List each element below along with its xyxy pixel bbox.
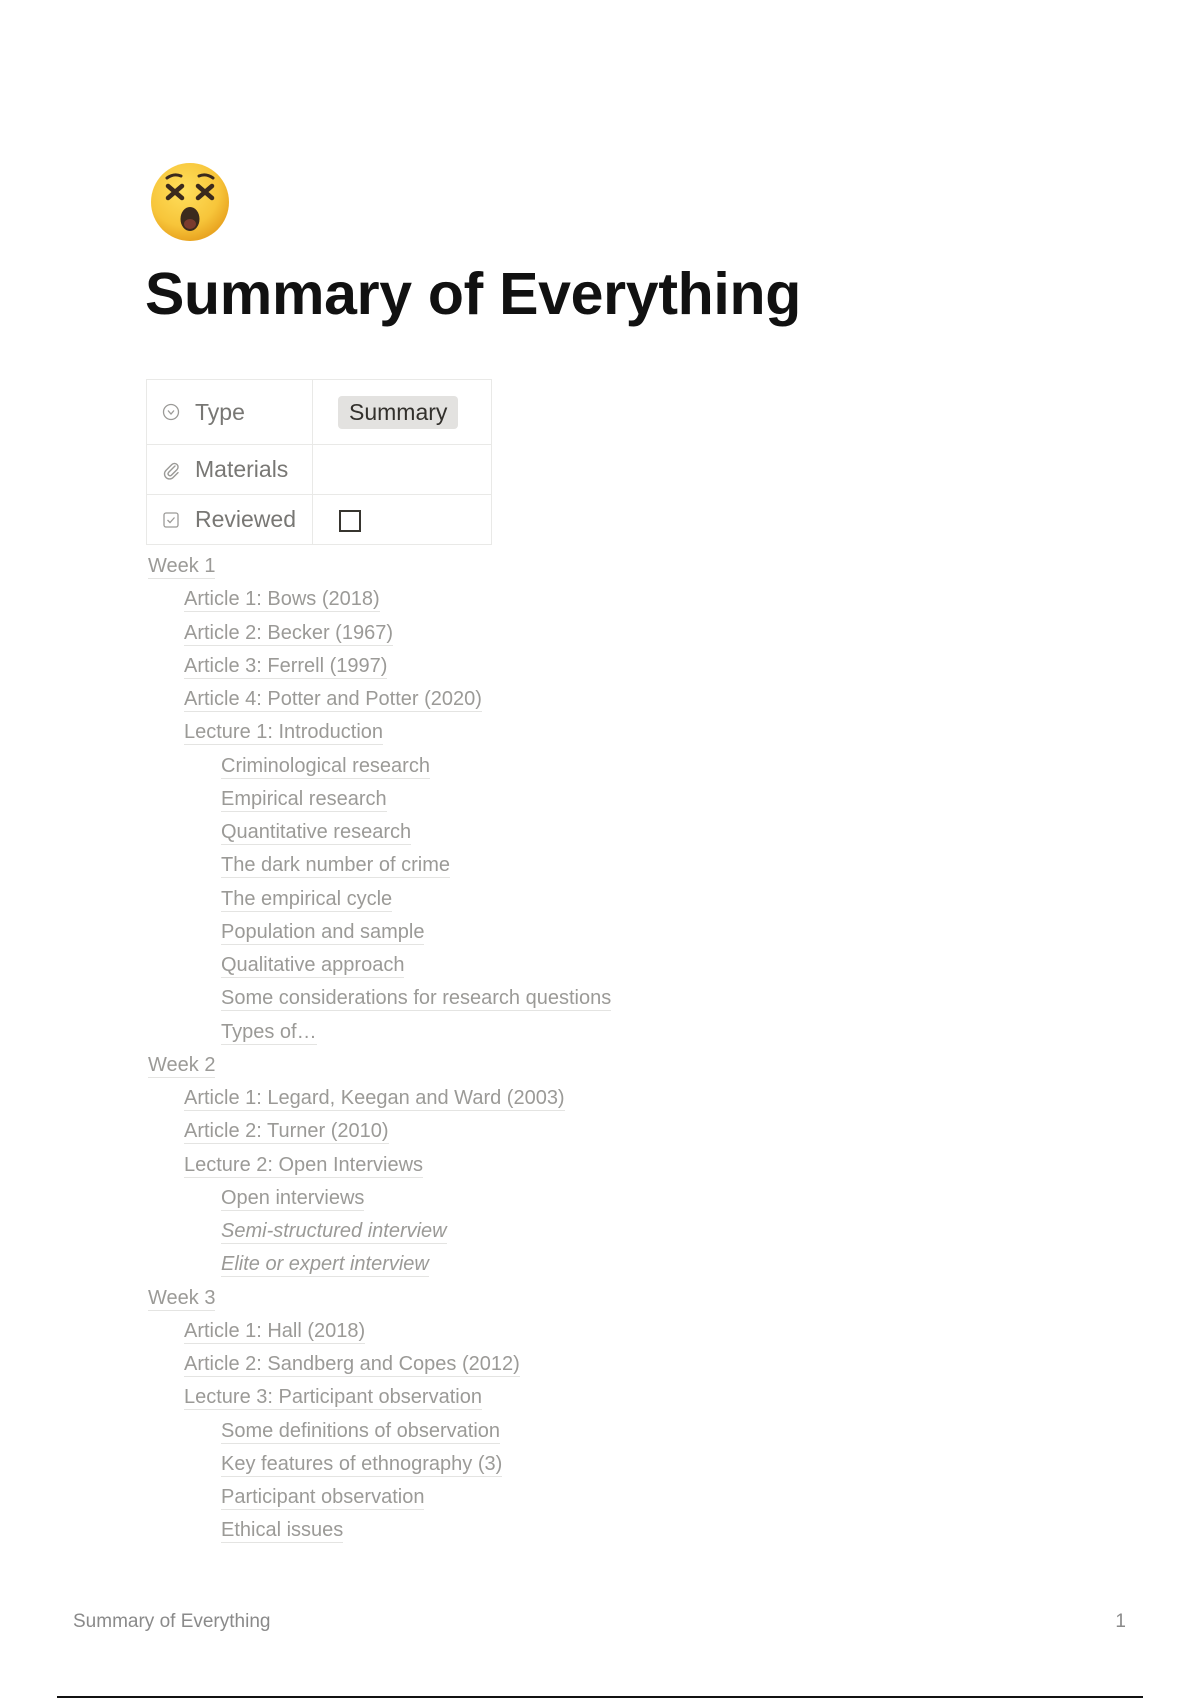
toc-item[interactable] (148, 783, 611, 816)
property-row-materials[interactable] (147, 445, 492, 495)
property-row-type[interactable] (147, 380, 492, 445)
toc-item[interactable] (148, 1514, 611, 1547)
property-name-cell (147, 380, 313, 445)
toc-link[interactable]: The empirical cycle (221, 887, 393, 910)
toc-item[interactable] (148, 1481, 611, 1514)
toc-item[interactable] (148, 1149, 611, 1182)
toc-item[interactable] (148, 1415, 611, 1448)
toc-item[interactable] (148, 849, 611, 882)
toc-link[interactable]: Key features of ethnography (3) (221, 1452, 503, 1475)
properties-table (146, 379, 492, 545)
toc-link[interactable]: Semi-structured interview (221, 1220, 447, 1242)
page-title[interactable]: Summary of Everything (145, 261, 801, 327)
toc-link[interactable]: Types of… (221, 1020, 317, 1043)
page-number: 1 (1115, 1611, 1126, 1632)
toc-link[interactable]: Week 1 (148, 555, 216, 577)
toc-link[interactable]: Lecture 3: Participant observation (184, 1386, 482, 1409)
toc-item[interactable] (148, 750, 611, 783)
toc-link[interactable]: Lecture 1: Introduction (184, 721, 384, 744)
toc-item[interactable] (148, 716, 611, 749)
property-label-reviewed: Reviewed (195, 506, 296, 532)
toc-link[interactable]: Article 2: Becker (1967) (184, 621, 393, 644)
property-label-type: Type (195, 398, 245, 425)
property-name-cell (147, 445, 313, 495)
toc-link[interactable]: Week 3 (148, 1286, 216, 1309)
toc-item[interactable] (148, 1016, 611, 1049)
toc-link[interactable]: Article 1: Bows (2018) (184, 588, 380, 611)
property-value-cell-materials[interactable] (313, 445, 492, 495)
toc-item[interactable] (148, 1315, 611, 1348)
property-label-materials: Materials (195, 456, 289, 482)
toc-item[interactable] (148, 1082, 611, 1115)
toc-link[interactable]: Qualitative approach (221, 954, 405, 976)
toc-link[interactable]: Participant observation (221, 1486, 425, 1508)
toc-link[interactable]: Lecture 2: Open Interviews (184, 1153, 424, 1176)
toc-item[interactable] (148, 1215, 611, 1248)
toc-link[interactable]: Ethical issues (221, 1519, 344, 1542)
toc-item[interactable] (148, 1182, 611, 1215)
toc-item[interactable] (148, 816, 611, 849)
bottom-divider (57, 1696, 1143, 1698)
property-name-cell (147, 495, 313, 545)
table-of-contents (148, 550, 611, 1548)
footer-title: Summary of Everything (73, 1611, 271, 1632)
toc-link[interactable]: Some definitions of observation (221, 1419, 501, 1442)
toc-link[interactable]: Population and sample (221, 920, 425, 943)
type-tag[interactable]: Summary (338, 396, 458, 429)
toc-link[interactable]: Article 2: Turner (2010) (184, 1120, 389, 1143)
toc-link[interactable]: Article 1: Hall (2018) (184, 1319, 366, 1342)
paperclip-icon (161, 460, 181, 480)
toc-link[interactable]: Article 3: Ferrell (1997) (184, 654, 388, 677)
toc-link[interactable]: Quantitative research (221, 821, 412, 843)
toc-link[interactable]: Week 2 (148, 1053, 216, 1076)
property-value-cell-type[interactable] (313, 380, 492, 445)
toc-item[interactable] (148, 1381, 611, 1414)
toc-item[interactable] (148, 1282, 611, 1315)
toc-link[interactable]: Empirical research (221, 787, 387, 810)
property-row-reviewed[interactable] (147, 495, 492, 545)
toc-item[interactable] (148, 1448, 611, 1481)
toc-item[interactable] (148, 1348, 611, 1381)
toc-item[interactable] (148, 650, 611, 683)
toc-item[interactable] (148, 683, 611, 716)
dizzy-face-emoji-icon[interactable] (148, 160, 232, 244)
toc-link[interactable]: Article 4: Potter and Potter (2020) (184, 688, 482, 710)
toc-item[interactable] (148, 617, 611, 650)
toc-link[interactable]: The dark number of crime (221, 854, 450, 877)
toc-link[interactable]: Criminological research (221, 754, 430, 777)
toc-item[interactable] (148, 883, 611, 916)
toc-item[interactable] (148, 916, 611, 949)
toc-item[interactable] (148, 1248, 611, 1281)
toc-item[interactable] (148, 583, 611, 616)
toc-item[interactable] (148, 550, 611, 583)
select-circle-icon (161, 402, 181, 422)
reviewed-checkbox[interactable] (339, 510, 361, 532)
toc-item[interactable] (148, 1115, 611, 1148)
toc-link[interactable]: Elite or expert interview (221, 1253, 429, 1276)
toc-link[interactable]: Article 2: Sandberg and Copes (2012) (184, 1353, 520, 1375)
toc-link[interactable]: Article 1: Legard, Keegan and Ward (2003) (184, 1087, 565, 1109)
toc-item[interactable] (148, 1049, 611, 1082)
property-value-cell-reviewed[interactable] (313, 495, 492, 545)
toc-link[interactable]: Some considerations for research questions (221, 987, 612, 1010)
toc-item[interactable] (148, 949, 611, 982)
toc-link[interactable]: Open interviews (221, 1186, 365, 1209)
checkbox-icon (161, 510, 181, 530)
toc-item[interactable] (148, 982, 611, 1015)
